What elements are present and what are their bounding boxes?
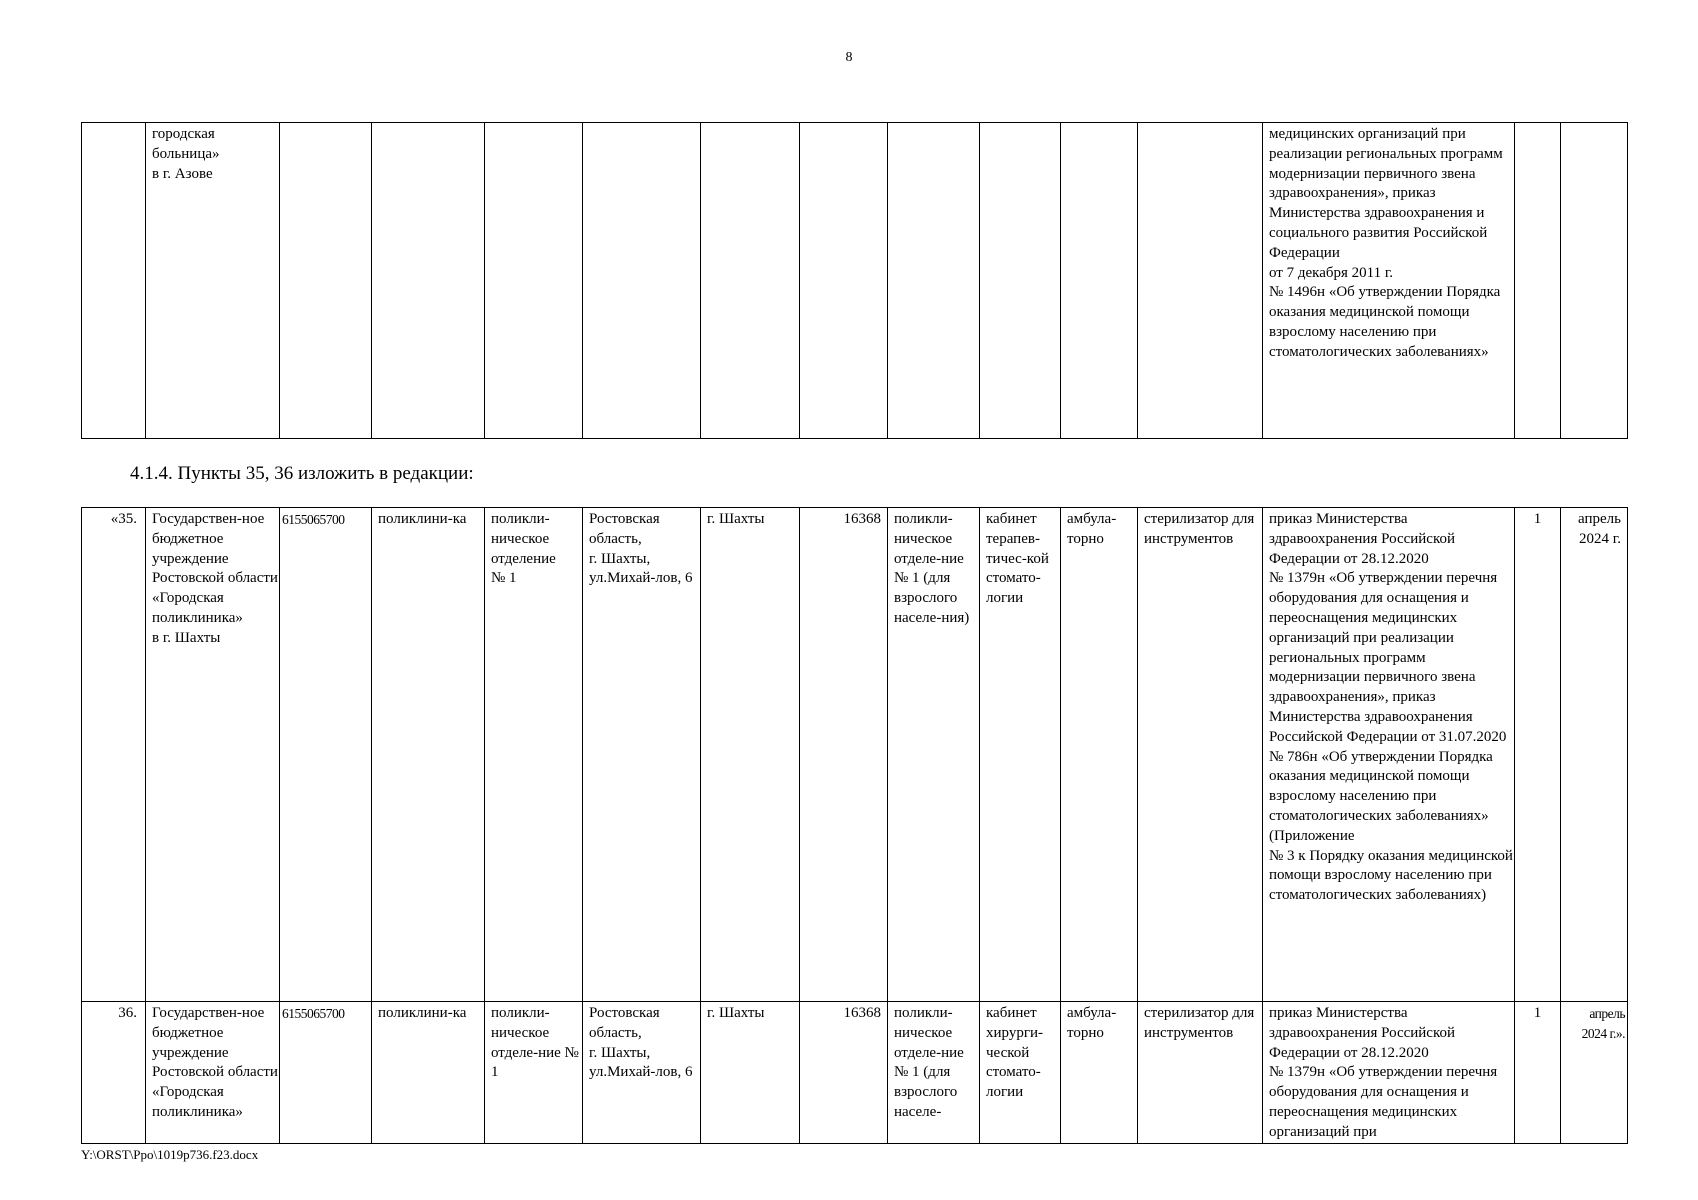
cell-name: Государствен-ное бюджетное учреждение Ростовской области «Городская поликлиника»: [146, 1002, 280, 1144]
cell-basis: приказ Министерства здравоохранения Российской Федерации от 28.12.2020 № 1379н «Об утверждении перечня оборудования для оснащения и переоснащения медицинских организаций при реализации региональных программ модернизации первичного звена здравоохранения», приказ Министерства здравоохранения Российской Федерации от 31.07.2020 № 786н «Об утверждении Порядка оказания медицинской помощи взрослому населению при стоматологических заболеваниях» (Приложение № 3 к Порядку оказания медицинской помощи взрослому населению при стоматологических заболеваниях): [1263, 508, 1515, 1002]
cell-type: поликлини-ка: [372, 1002, 485, 1144]
cell-city: [701, 123, 800, 439]
cell-conditions: амбула-торно: [1061, 1002, 1138, 1144]
cell-code: 16368: [800, 508, 888, 1002]
cell-conditions: амбула-торно: [1061, 508, 1138, 1002]
cell-code: 16368: [800, 1002, 888, 1144]
cell-unit: поликли-ническое отделение № 1: [485, 508, 583, 1002]
cell-cabinet: кабинет терапев-тичес-кой стомато-логии: [980, 508, 1061, 1002]
cell-name: городская больница» в г. Азове: [146, 123, 280, 439]
cell-type: [372, 123, 485, 439]
cell-qty: 1: [1515, 508, 1561, 1002]
cell-date: апрель 2024 г.: [1561, 508, 1628, 1002]
cell-basis: медицинских организаций при реализации региональных программ модернизации первичного звена здравоохранения», приказ Министерства здравоохранения и социального развития Российской Федерации от 7 декабря 2011 г. № 1496н «Об утверждении Порядка оказания медицинской помощи взрослому населению при стоматологических заболеваниях»: [1263, 123, 1515, 439]
cell-address: Ростовская область, г. Шахты, ул.Михай-лов, 6: [583, 1002, 701, 1144]
cell-name: Государствен-ное бюджетное учреждение Ростовской области «Городская поликлиника» в г. Шахты: [146, 508, 280, 1002]
cell-equipment: [1138, 123, 1263, 439]
main-table: [81, 507, 1628, 1144]
table-row: [82, 508, 1628, 1002]
cell-address: [583, 123, 701, 439]
cell-date: [1561, 123, 1628, 439]
cell-city: г. Шахты: [701, 1002, 800, 1144]
cell-city: г. Шахты: [701, 508, 800, 1002]
cell-code: [800, 123, 888, 439]
cell-inn: 6155065700: [280, 508, 372, 1002]
footer-file-path: Y:\ORST\Ppo\1019p736.f23.docx: [81, 1147, 259, 1162]
cell-unit: [485, 123, 583, 439]
cell-department: [888, 123, 980, 439]
table-row: [82, 1002, 1628, 1144]
cell-type: поликлини-ка: [372, 508, 485, 1002]
cell-address: Ростовская область, г. Шахты, ул.Михай-лов, 6: [583, 508, 701, 1002]
cell-equipment: стерилизатор для инструментов: [1138, 508, 1263, 1002]
cell-department: поликли-ническое отделе-ние № 1 (для взрослого населе-ния): [888, 508, 980, 1002]
continued-table: [81, 122, 1628, 439]
page-number: 8: [845, 50, 853, 65]
cell-qty: 1: [1515, 1002, 1561, 1144]
cell-qty: [1515, 123, 1561, 439]
cell-unit: поликли-ническое отделе-ние № 1: [485, 1002, 583, 1144]
cell-date: апрель 2024 г.».: [1561, 1002, 1628, 1144]
section-caption: 4.1.4. Пункты 35, 36 изложить в редакции:: [130, 463, 474, 484]
cell-num: [82, 123, 146, 439]
cell-num: 36.: [82, 1002, 146, 1144]
cell-inn: 6155065700: [280, 1002, 372, 1144]
cell-cabinet: [980, 123, 1061, 439]
cell-equipment: стерилизатор для инструментов: [1138, 1002, 1263, 1144]
cell-basis: приказ Министерства здравоохранения Российской Федерации от 28.12.2020 № 1379н «Об утверждении перечня оборудования для оснащения и переоснащения медицинских организаций при: [1263, 1002, 1515, 1144]
table-row: [82, 123, 1628, 439]
cell-department: поликли-ническое отделе-ние № 1 (для взрослого населе-: [888, 1002, 980, 1144]
cell-cabinet: кабинет хирурги-ческой стомато-логии: [980, 1002, 1061, 1144]
cell-inn: [280, 123, 372, 439]
cell-num: «35.: [82, 508, 146, 1002]
cell-conditions: [1061, 123, 1138, 439]
